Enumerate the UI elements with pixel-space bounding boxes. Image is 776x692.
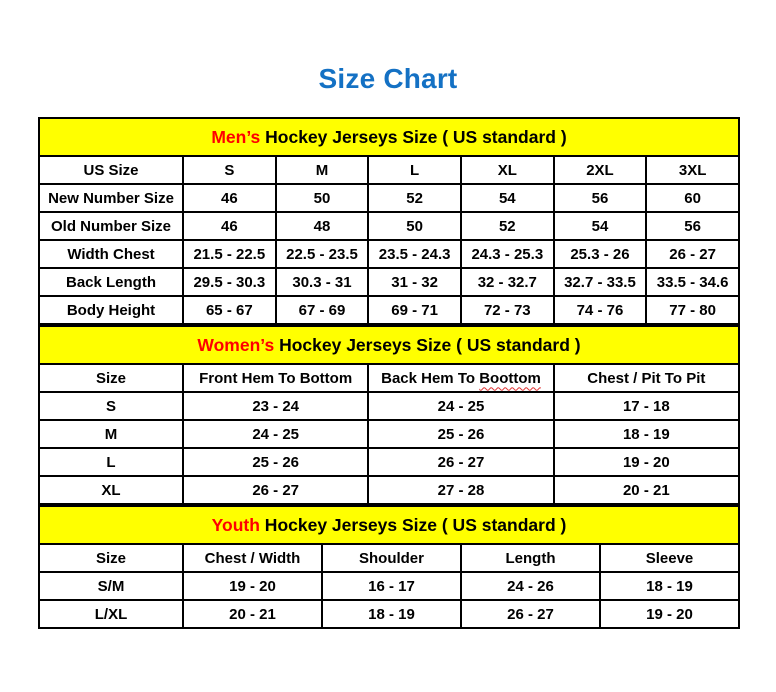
youth-column-header: Size [39, 544, 183, 572]
mens-banner-row [39, 118, 739, 156]
value-cell: 69 - 71 [368, 296, 461, 324]
value-cell: 18 - 19 [322, 600, 461, 628]
row-label-cell: Old Number Size [39, 212, 183, 240]
youth-row [39, 572, 739, 600]
value-cell: 26 - 27 [183, 476, 368, 504]
value-cell: 27 - 28 [368, 476, 553, 504]
value-cell: 19 - 20 [600, 600, 739, 628]
value-cell: 19 - 20 [183, 572, 322, 600]
mens-column-header: S [183, 156, 276, 184]
mens-row [39, 212, 739, 240]
value-cell: 50 [368, 212, 461, 240]
womens-banner-row [39, 326, 739, 364]
row-label-cell: S [39, 392, 183, 420]
row-label-cell: M [39, 420, 183, 448]
value-cell: 18 - 19 [600, 572, 739, 600]
womens-row [39, 420, 739, 448]
value-cell: 23.5 - 24.3 [368, 240, 461, 268]
youth-column-header: Sleeve [600, 544, 739, 572]
value-cell: 20 - 21 [554, 476, 739, 504]
youth-header-row [39, 544, 739, 572]
womens-column-header: Back Hem To Boottom [368, 364, 553, 392]
womens-row [39, 448, 739, 476]
row-label-cell: Back Length [39, 268, 183, 296]
value-cell: 46 [183, 184, 276, 212]
table-youth [38, 505, 740, 629]
row-label-cell: New Number Size [39, 184, 183, 212]
row-label-cell: S/M [39, 572, 183, 600]
banner-text: Hockey Jerseys Size ( US standard ) [260, 126, 567, 147]
banner-highlight: Men’s [211, 126, 261, 147]
row-label-cell: Width Chest [39, 240, 183, 268]
value-cell: 29.5 - 30.3 [183, 268, 276, 296]
value-cell: 25.3 - 26 [554, 240, 647, 268]
banner-highlight: Youth [211, 514, 260, 535]
row-label-cell: L [39, 448, 183, 476]
page-title: Size Chart [318, 63, 458, 94]
youth-row [39, 600, 739, 628]
youth-column-header: Shoulder [322, 544, 461, 572]
value-cell: 32.7 - 33.5 [554, 268, 647, 296]
mens-column-header: 3XL [646, 156, 739, 184]
value-cell: 52 [461, 212, 554, 240]
value-cell: 20 - 21 [183, 600, 322, 628]
mens-column-header: M [276, 156, 369, 184]
value-cell: 46 [183, 212, 276, 240]
mens-column-header: 2XL [554, 156, 647, 184]
mens-column-header: US Size [39, 156, 183, 184]
row-label-cell: L/XL [39, 600, 183, 628]
youth-column-header: Length [461, 544, 600, 572]
value-cell: 21.5 - 22.5 [183, 240, 276, 268]
value-cell: 65 - 67 [183, 296, 276, 324]
mens-row [39, 268, 739, 296]
row-label-cell: Body Height [39, 296, 183, 324]
value-cell: 50 [276, 184, 369, 212]
value-cell: 77 - 80 [646, 296, 739, 324]
value-cell: 16 - 17 [322, 572, 461, 600]
womens-row [39, 392, 739, 420]
banner-text: Hockey Jerseys Size ( US standard ) [259, 514, 567, 535]
mens-banner-title [39, 118, 739, 156]
value-cell: 31 - 32 [368, 268, 461, 296]
misspelled-word: Boottom [479, 369, 541, 387]
value-cell: 56 [554, 184, 647, 212]
mens-column-header: XL [461, 156, 554, 184]
womens-column-header: Size [39, 364, 183, 392]
value-cell: 24 - 25 [368, 392, 553, 420]
mens-row [39, 296, 739, 324]
womens-header-row [39, 364, 739, 392]
banner-text: Hockey Jerseys Size ( US standard ) [274, 334, 581, 355]
value-cell: 26 - 27 [461, 600, 600, 628]
table-mens [38, 117, 740, 325]
value-cell: 48 [276, 212, 369, 240]
youth-banner-row [39, 506, 739, 544]
womens-column-header: Front Hem To Bottom [183, 364, 368, 392]
value-cell: 19 - 20 [554, 448, 739, 476]
youth-banner-title [39, 506, 739, 544]
row-label-cell: XL [39, 476, 183, 504]
mens-header-row [39, 156, 739, 184]
value-cell: 54 [554, 212, 647, 240]
womens-column-header: Chest / Pit To Pit [554, 364, 739, 392]
value-cell: 26 - 27 [646, 240, 739, 268]
womens-row [39, 476, 739, 504]
value-cell: 25 - 26 [183, 448, 368, 476]
value-cell: 30.3 - 31 [276, 268, 369, 296]
value-cell: 33.5 - 34.6 [646, 268, 739, 296]
mens-row [39, 240, 739, 268]
size-tables [38, 117, 740, 629]
value-cell: 56 [646, 212, 739, 240]
value-cell: 67 - 69 [276, 296, 369, 324]
value-cell: 22.5 - 23.5 [276, 240, 369, 268]
value-cell: 60 [646, 184, 739, 212]
womens-banner-title [39, 326, 739, 364]
youth-column-header: Chest / Width [183, 544, 322, 572]
value-cell: 32 - 32.7 [461, 268, 554, 296]
value-cell: 72 - 73 [461, 296, 554, 324]
mens-row [39, 184, 739, 212]
value-cell: 24.3 - 25.3 [461, 240, 554, 268]
value-cell: 23 - 24 [183, 392, 368, 420]
banner-highlight: Women’s [197, 334, 275, 355]
value-cell: 17 - 18 [554, 392, 739, 420]
mens-column-header: L [368, 156, 461, 184]
value-cell: 26 - 27 [368, 448, 553, 476]
value-cell: 25 - 26 [368, 420, 553, 448]
value-cell: 54 [461, 184, 554, 212]
value-cell: 74 - 76 [554, 296, 647, 324]
table-womens [38, 325, 740, 505]
value-cell: 24 - 26 [461, 572, 600, 600]
value-cell: 18 - 19 [554, 420, 739, 448]
value-cell: 52 [368, 184, 461, 212]
value-cell: 24 - 25 [183, 420, 368, 448]
